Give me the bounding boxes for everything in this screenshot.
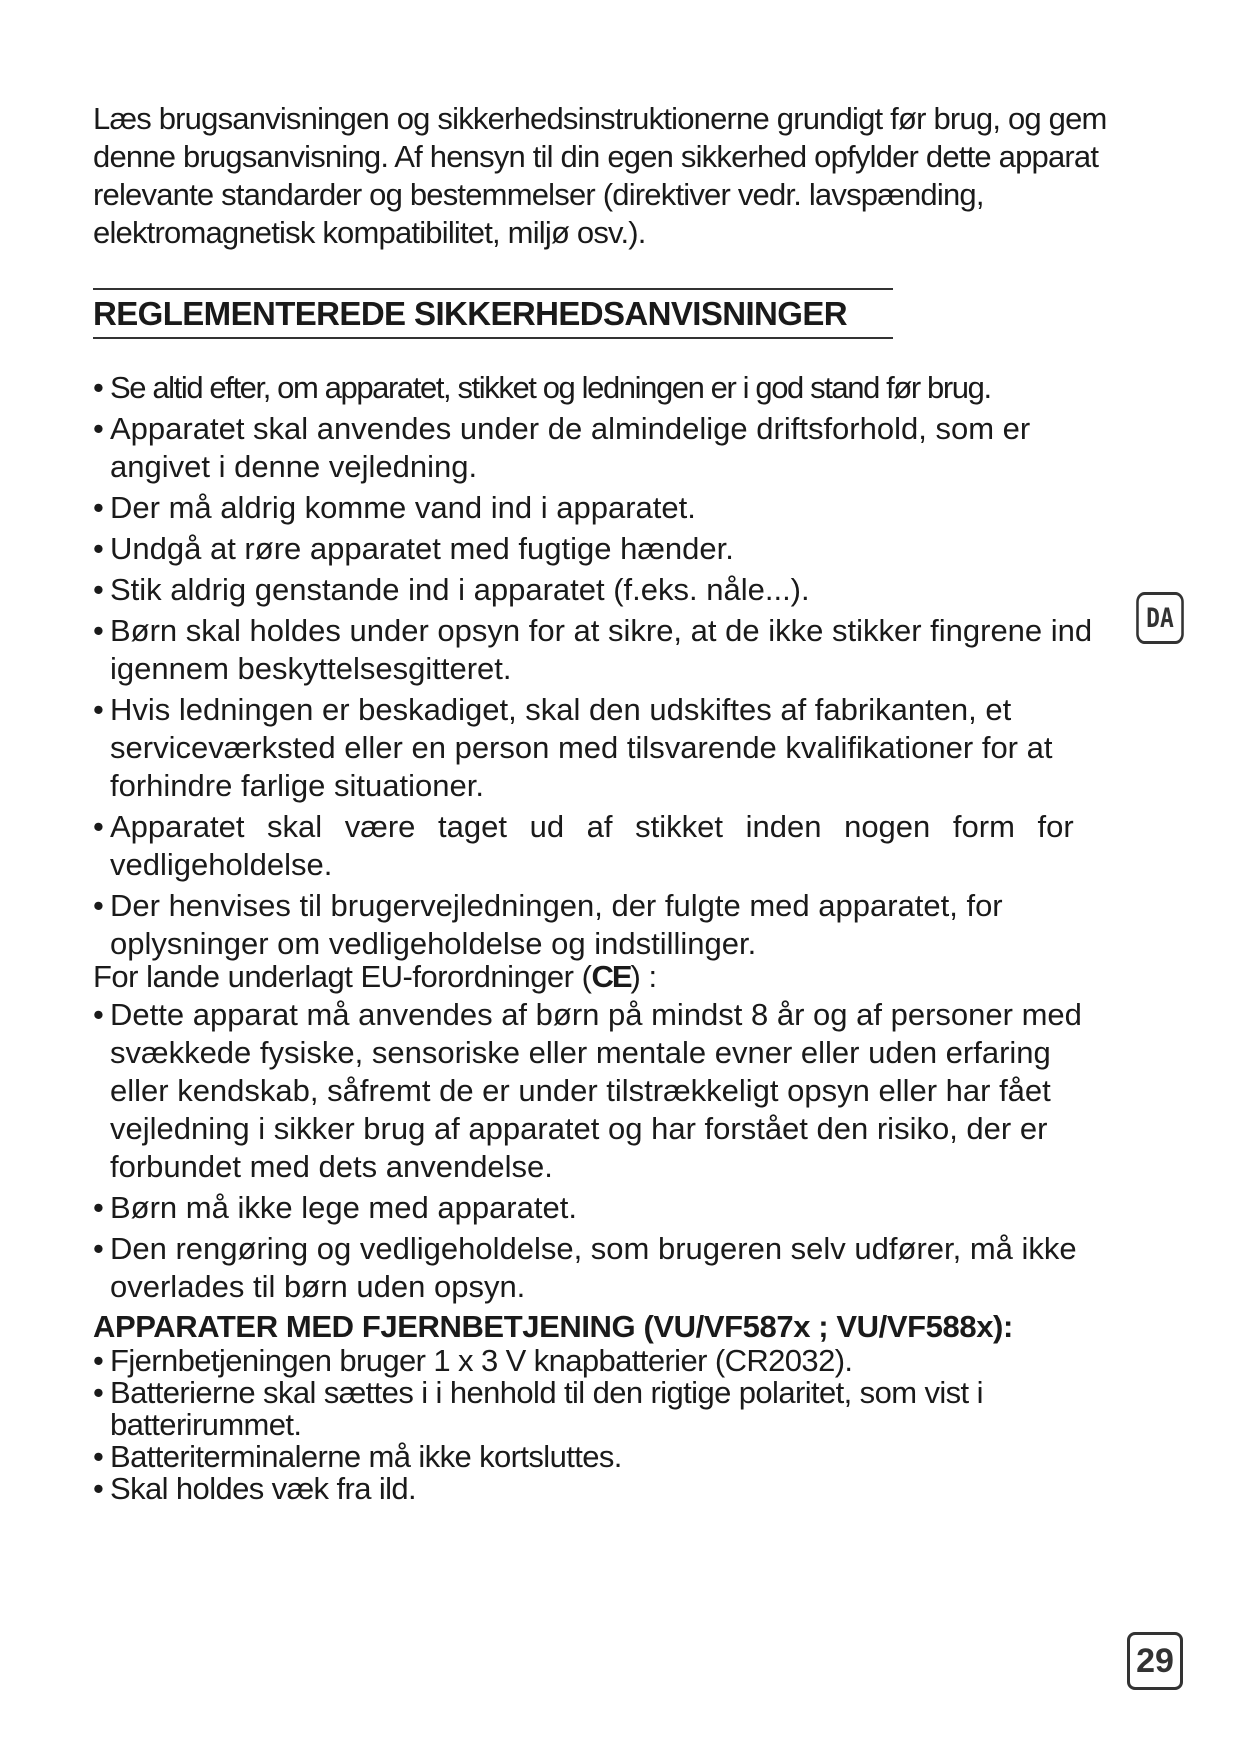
eu-suffix: ) : <box>630 959 657 994</box>
list-item: • Der henvises til brugervejledningen, der fulgte med apparatet, for oplysninger om vedligeholdelse og indstillinger. <box>93 887 1133 963</box>
remote-bullet-list <box>93 1345 1133 1505</box>
list-item: • Fjernbetjeningen bruger 1 x 3 V knapbatterier (CR2032). <box>93 1345 1133 1377</box>
eu-bullet-list <box>93 996 1133 1306</box>
remote-control-heading: APPARATER MED FJERNBETJENING (VU/VF587x ; VU/VF588x): <box>93 1309 1013 1344</box>
section-heading: REGLEMENTEREDE SIKKERHEDSANVISNINGER <box>93 288 893 339</box>
list-item: • Apparatet skal anvendes under de almindelige driftsforhold, som er angivet i denne vejledning. <box>93 410 1133 486</box>
list-item: • Batteriterminalerne må ikke kortsluttes. <box>93 1441 1133 1473</box>
list-item: • Undgå at røre apparatet med fugtige hænder. <box>93 530 1133 568</box>
list-item: • Apparatet skal være taget ud af stikket inden nogen form for vedligeholdelse. <box>93 808 1133 884</box>
intro-paragraph: Læs brugsanvisningen og sikkerhedsinstruktionerne grundigt før brug, og gem denne brugsanvisning. Af hensyn til din egen sikkerhed opfylder dette apparat relevante standarder og bestemmelser (direktiver vedr. lavspænding, elektromagnetisk kompatibilitet, miljø osv.). <box>93 101 1107 250</box>
list-item: • Batterierne skal sættes i i henhold til den rigtige polaritet, som vist i batterirummet. <box>93 1377 1110 1441</box>
list-item: • Stik aldrig genstande ind i apparatet (f.eks. nåle...). <box>93 571 1133 609</box>
ce-mark-icon: CE <box>591 959 631 994</box>
page-content <box>93 100 1133 1505</box>
list-item: • Skal holdes væk fra ild. <box>93 1473 1133 1505</box>
list-item: • Hvis ledningen er beskadiget, skal den udskiftes af fabrikanten, et serviceværksted eller en person med tilsvarende kvalifikationer for at forhindre farlige situationer. <box>93 691 1133 805</box>
eu-prefix: For lande underlagt EU-forordninger ( <box>93 959 592 994</box>
list-item: • Den rengøring og vedligeholdelse, som brugeren selv udfører, må ikke overlades til børn uden opsyn. <box>93 1230 1133 1306</box>
list-item: • Se altid efter, om apparatet, stikket og ledningen er i god stand før brug. <box>93 369 1133 407</box>
list-item: • Der må aldrig komme vand ind i apparatet. <box>93 489 1133 527</box>
page-number: 29 <box>1127 1632 1183 1690</box>
list-item: • Børn må ikke lege med apparatet. <box>93 1189 1133 1227</box>
language-badge: DA <box>1136 592 1184 644</box>
list-item: • Børn skal holdes under opsyn for at sikre, at de ikke stikker fingrene ind igennem beskyttelsesgitteret. <box>93 612 1110 688</box>
safety-bullet-list <box>93 369 1133 963</box>
list-item: • Dette apparat må anvendes af børn på mindst 8 år og af personer med svækkede fysiske, sensoriske eller mentale evner eller uden erfaring eller kendskab, såfremt de er under tilstrækkeligt opsyn eller har fået vejledning i sikker brug af apparatet og har forstået den risiko, der er forbundet med dets anvendelse. <box>93 996 1090 1186</box>
eu-regulation-line <box>93 960 1133 994</box>
